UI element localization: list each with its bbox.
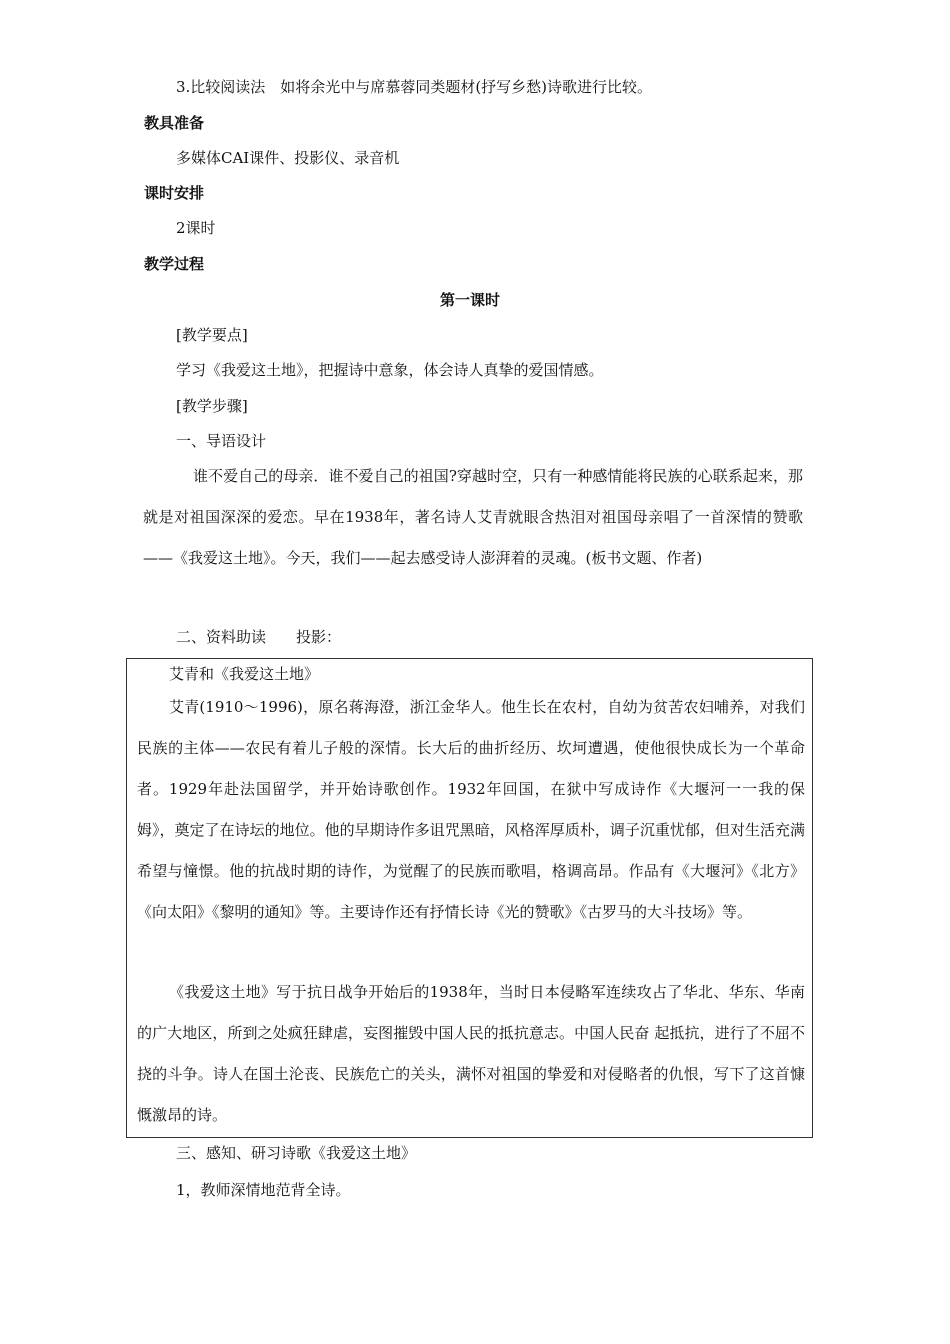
- step3-item-1: 1，教师深情地范背全诗。: [176, 1181, 351, 1199]
- tools-heading: 教具准备: [144, 114, 205, 132]
- schedule-content: 2课时: [176, 219, 216, 237]
- step1-title: 一、导语设计: [176, 432, 267, 450]
- method-3-text: 3.比较阅读法 如将余光中与席慕蓉同类题材(抒写乡愁)诗歌进行比较。: [176, 78, 653, 96]
- projection-box-title: 艾青和《我爱这土地》: [169, 665, 320, 683]
- ai-qing-bio-paragraph: 艾青(1910～1996)，原名蒋海澄，浙江金华人。他生长在农村，自幼为贫苦农妇哺养，对我们民族的主体——农民有着儿子般的深情。长大后的曲折经历、坎坷遭遇，使他很快成长为一个革命者。1929年赴法国留学，并开始诗歌创作。1932年回国，在狱中写成诗作《大堰河一一我的保姆》，奠定了在诗坛的地位。他的早期诗作多诅咒黑暗，风格浑厚质朴，调子沉重忧郁，但对生活充满希望与憧憬。他的抗战时期的诗作，为觉醒了的民族而歌唱，格调高昂。作品有《大堰河》《北方》《向太阳》《黎明的通知》等。主要诗作还有抒情长诗《光的赞歌》《古罗马的大斗技场》等。: [137, 698, 805, 921]
- lesson-title: 第一课时: [440, 291, 501, 309]
- step1-intro-paragraph: 谁不爱自己的母亲．谁不爱自己的祖国?穿越时空，只有一种感情能将民族的心联系起来，那就是对祖国深深的爱恋。早在1938年，著名诗人艾青就眼含热泪对祖国母亲唱了一首深情的赞歌——《我爱这土地》。今天，我们——起去感受诗人澎湃着的灵魂。(板书文题、作者): [143, 467, 803, 567]
- step2-title: 二、资料助读 投影：: [176, 628, 342, 646]
- process-heading: 教学过程: [144, 255, 205, 273]
- tools-content: 多媒体CAI课件、投影仪、录音机: [176, 149, 400, 167]
- poem-background-paragraph: 《我爱这土地》写于抗日战争开始后的1938年，当时日本侵略军连续攻占了华北、华东、华南的广大地区，所到之处疯狂肆虐，妄图摧毁中国人民的抵抗意志。中国人民奋 起抵抗，进行了不屈不挠的斗争。诗人在国土沦丧、民族危亡的关头，满怀对祖国的挚爱和对侵略者的仇恨，写下了这首慷慨激昂的诗。: [137, 983, 805, 1124]
- key-points-label: [教学要点]: [176, 326, 248, 344]
- projection-box: [126, 658, 813, 1138]
- key-points-text: 学习《我爱这土地》，把握诗中意象，体会诗人真挚的爱国情感。: [176, 361, 604, 379]
- step3-title: 三、感知、研习诗歌《我爱这土地》: [176, 1144, 417, 1162]
- schedule-heading: 课时安排: [144, 184, 205, 202]
- steps-label: [教学步骤]: [176, 397, 248, 415]
